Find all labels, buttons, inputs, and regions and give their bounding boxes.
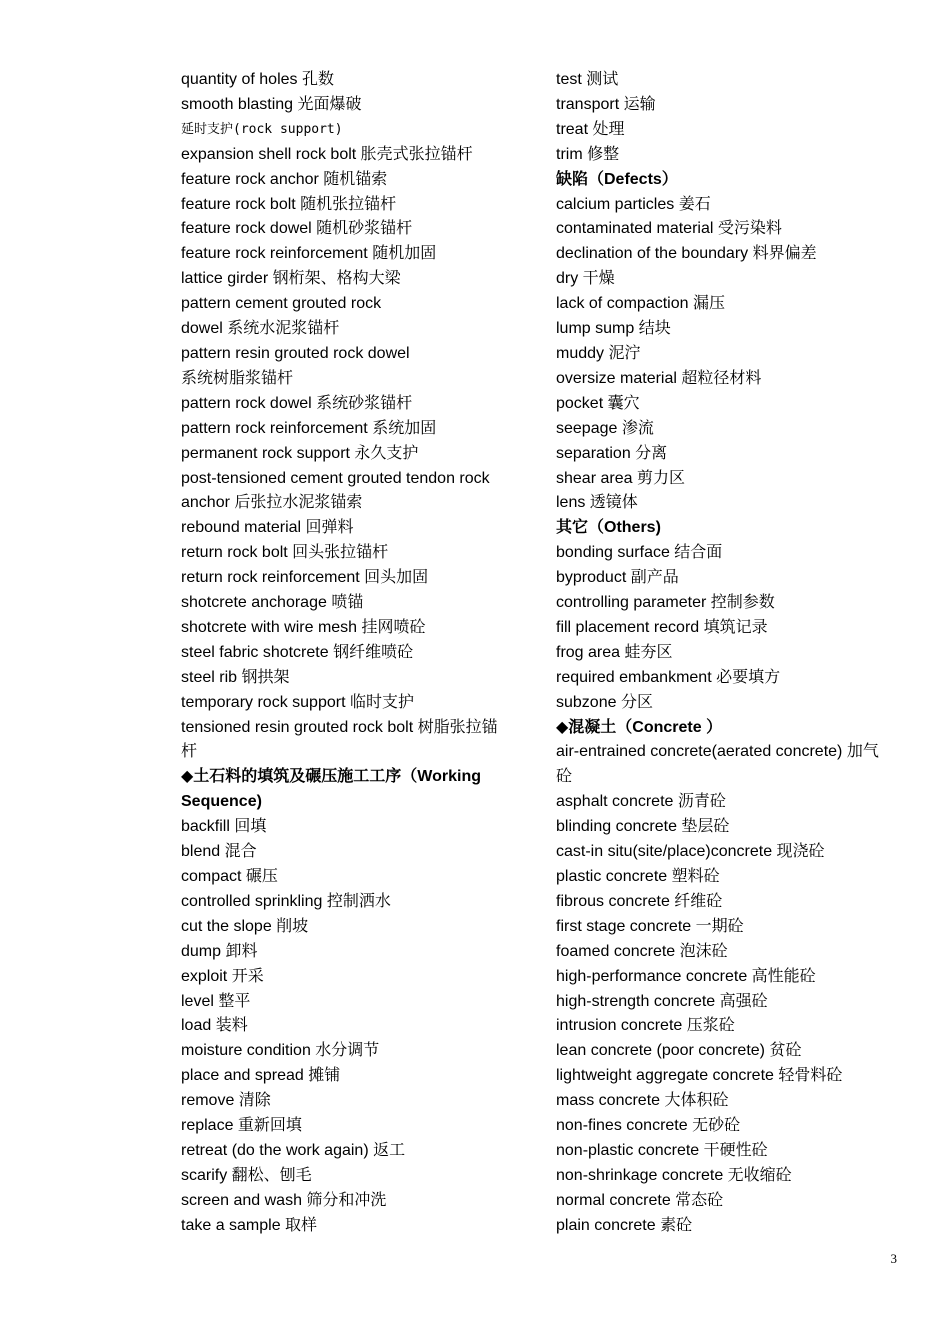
glossary-entry: non-shrinkage concrete 无收缩砼 bbox=[556, 1166, 792, 1184]
glossary-entry: seepage 渗流 bbox=[556, 419, 654, 437]
glossary-entry: dowel 系统水泥浆锚杆 bbox=[181, 320, 340, 338]
glossary-entry: frog area 蛙夯区 bbox=[556, 643, 673, 661]
section-heading: 缺陷（Defects） bbox=[556, 170, 678, 188]
glossary-entry: fill placement record 填筑记录 bbox=[556, 618, 768, 636]
glossary-entry: pattern cement grouted rock bbox=[181, 295, 382, 313]
glossary-entry: remove 清除 bbox=[181, 1092, 271, 1110]
glossary-entry: subzone 分区 bbox=[556, 693, 653, 711]
glossary-entry: pattern rock reinforcement 系统加固 bbox=[181, 419, 437, 437]
glossary-entry: steel fabric shotcrete 钢纤维喷砼 bbox=[181, 643, 414, 661]
glossary-entry: controlling parameter 控制参数 bbox=[556, 594, 775, 612]
glossary-entry: contaminated material 受污染料 bbox=[556, 220, 782, 238]
section-heading: 其它（Others) bbox=[556, 519, 661, 537]
glossary-entry: place and spread 摊铺 bbox=[181, 1067, 341, 1085]
glossary-entry: shotcrete anchorage 喷锚 bbox=[181, 594, 364, 612]
glossary-entry: take a sample 取样 bbox=[181, 1216, 318, 1234]
glossary-entry: lack of compaction 漏压 bbox=[556, 295, 725, 313]
glossary-entry: permanent rock support 永久支护 bbox=[181, 444, 419, 462]
glossary-entry: test 测试 bbox=[556, 71, 619, 88]
glossary-entry: muddy 泥泞 bbox=[556, 344, 641, 362]
glossary-entry: load 装料 bbox=[181, 1017, 248, 1035]
glossary-entry: fibrous concrete 纤维砼 bbox=[556, 892, 723, 910]
section-heading: Sequence) bbox=[181, 793, 262, 811]
glossary-entry: rebound material 回弹料 bbox=[181, 519, 354, 537]
glossary-entry: plastic concrete 塑料砼 bbox=[556, 868, 720, 885]
glossary-entry: bonding surface 结合面 bbox=[556, 544, 723, 562]
glossary-entry: treat 处理 bbox=[556, 120, 625, 138]
glossary-entry: plain concrete 素砼 bbox=[556, 1216, 693, 1234]
glossary-entry: post-tensioned cement grouted tendon rock bbox=[181, 469, 490, 487]
glossary-entry: byproduct 副产品 bbox=[556, 569, 679, 587]
glossary-right-column bbox=[556, 68, 901, 1239]
glossary-entry: transport 运输 bbox=[556, 95, 656, 113]
glossary-entry: separation 分离 bbox=[556, 444, 668, 462]
glossary-entry: 杆 bbox=[181, 743, 198, 761]
glossary-entry: 延时支护(rock support) bbox=[181, 121, 343, 137]
glossary-entry: compact 碾压 bbox=[181, 868, 278, 885]
glossary-entry: lightweight aggregate concrete 轻骨料砼 bbox=[556, 1067, 843, 1085]
glossary-entry: normal concrete 常态砼 bbox=[556, 1191, 724, 1209]
glossary-entry: mass concrete 大体积砼 bbox=[556, 1092, 729, 1110]
page-number: 3 bbox=[890, 1251, 897, 1266]
glossary-entry: retreat (do the work again) 返工 bbox=[181, 1141, 406, 1159]
glossary-entry: lump sump 结块 bbox=[556, 320, 671, 338]
glossary-entry: feature rock bolt 随机张拉锚杆 bbox=[181, 195, 397, 213]
glossary-entry: trim 修整 bbox=[556, 145, 620, 163]
glossary-entry: screen and wash 筛分和冲洗 bbox=[181, 1191, 387, 1209]
glossary-entry: dump 卸料 bbox=[181, 942, 258, 960]
glossary-entry: tensioned resin grouted rock bolt 树脂张拉锚 bbox=[181, 718, 498, 736]
glossary-entry: lens 透镜体 bbox=[556, 494, 638, 512]
glossary-left-column bbox=[181, 68, 526, 1239]
glossary-entry: feature rock reinforcement 随机加固 bbox=[181, 245, 437, 263]
glossary-entry: required embankment 必要填方 bbox=[556, 668, 781, 686]
glossary-entry: 砼 bbox=[556, 768, 573, 786]
glossary-entry: smooth blasting 光面爆破 bbox=[181, 95, 362, 113]
glossary-entry: feature rock anchor 随机锚索 bbox=[181, 170, 388, 188]
glossary-entry: replace 重新回填 bbox=[181, 1117, 302, 1135]
glossary-entry: pocket 囊穴 bbox=[556, 394, 640, 412]
glossary-entry: cut the slope 削坡 bbox=[181, 917, 309, 935]
glossary-entry: lattice girder 钢桁架、格构大梁 bbox=[181, 270, 401, 288]
glossary-entry: non-plastic concrete 干硬性砼 bbox=[556, 1141, 768, 1159]
glossary-entry: scarify 翻松、刨毛 bbox=[181, 1166, 312, 1184]
glossary-entry: exploit 开采 bbox=[181, 967, 264, 985]
glossary-entry: first stage concrete 一期砼 bbox=[556, 917, 744, 935]
glossary-entry: quantity of holes 孔数 bbox=[181, 71, 334, 88]
glossary-entry: declination of the boundary 料界偏差 bbox=[556, 245, 817, 263]
glossary-entry: air-entrained concrete(aerated concrete) 加气 bbox=[556, 743, 879, 761]
glossary-entry: controlled sprinkling 控制洒水 bbox=[181, 892, 391, 910]
glossary-entry: shear area 剪力区 bbox=[556, 469, 685, 487]
glossary-entry: high-strength concrete 高强砼 bbox=[556, 992, 768, 1010]
glossary-entry: feature rock dowel 随机砂浆锚杆 bbox=[181, 220, 413, 238]
glossary-entry: 系统树脂浆锚杆 bbox=[181, 369, 294, 387]
glossary-entry: foamed concrete 泡沫砼 bbox=[556, 942, 728, 960]
glossary-entry: pattern resin grouted rock dowel bbox=[181, 344, 410, 362]
glossary-entry: calcium particles 姜石 bbox=[556, 195, 711, 213]
glossary-entry: blinding concrete 垫层砼 bbox=[556, 818, 730, 836]
glossary-entry: non-fines concrete 无砂砼 bbox=[556, 1117, 741, 1135]
section-heading: ◆混凝土（Concrete ） bbox=[556, 718, 723, 736]
glossary-entry: shotcrete with wire mesh 挂网喷砼 bbox=[181, 618, 426, 636]
glossary-entry: dry 干燥 bbox=[556, 270, 615, 288]
glossary-entry: lean concrete (poor concrete) 贫砼 bbox=[556, 1042, 802, 1060]
glossary-entry: steel rib 钢拱架 bbox=[181, 668, 290, 686]
glossary-entry: intrusion concrete 压浆砼 bbox=[556, 1017, 735, 1035]
glossary-entry: expansion shell rock bolt 胀壳式张拉锚杆 bbox=[181, 145, 473, 163]
glossary-entry: asphalt concrete 沥青砼 bbox=[556, 793, 726, 811]
glossary-entry: return rock reinforcement 回头加固 bbox=[181, 569, 429, 587]
glossary-entry: blend 混合 bbox=[181, 843, 257, 861]
section-heading: ◆土石料的填筑及碾压施工工序（Working bbox=[181, 768, 482, 786]
glossary-entry: cast-in situ(site/place)concrete 现浇砼 bbox=[556, 843, 825, 861]
glossary-entry: high-performance concrete 高性能砼 bbox=[556, 967, 816, 985]
glossary-entry: oversize material 超粒径材料 bbox=[556, 369, 762, 387]
glossary-entry: pattern rock dowel 系统砂浆锚杆 bbox=[181, 394, 413, 412]
glossary-entry: backfill 回填 bbox=[181, 818, 267, 836]
glossary-entry: return rock bolt 回头张拉锚杆 bbox=[181, 544, 389, 562]
glossary-entry: level 整平 bbox=[181, 992, 251, 1010]
glossary-entry: anchor 后张拉水泥浆锚索 bbox=[181, 494, 363, 512]
glossary-entry: moisture condition 水分调节 bbox=[181, 1042, 380, 1060]
glossary-entry: temporary rock support 临时支护 bbox=[181, 693, 414, 711]
